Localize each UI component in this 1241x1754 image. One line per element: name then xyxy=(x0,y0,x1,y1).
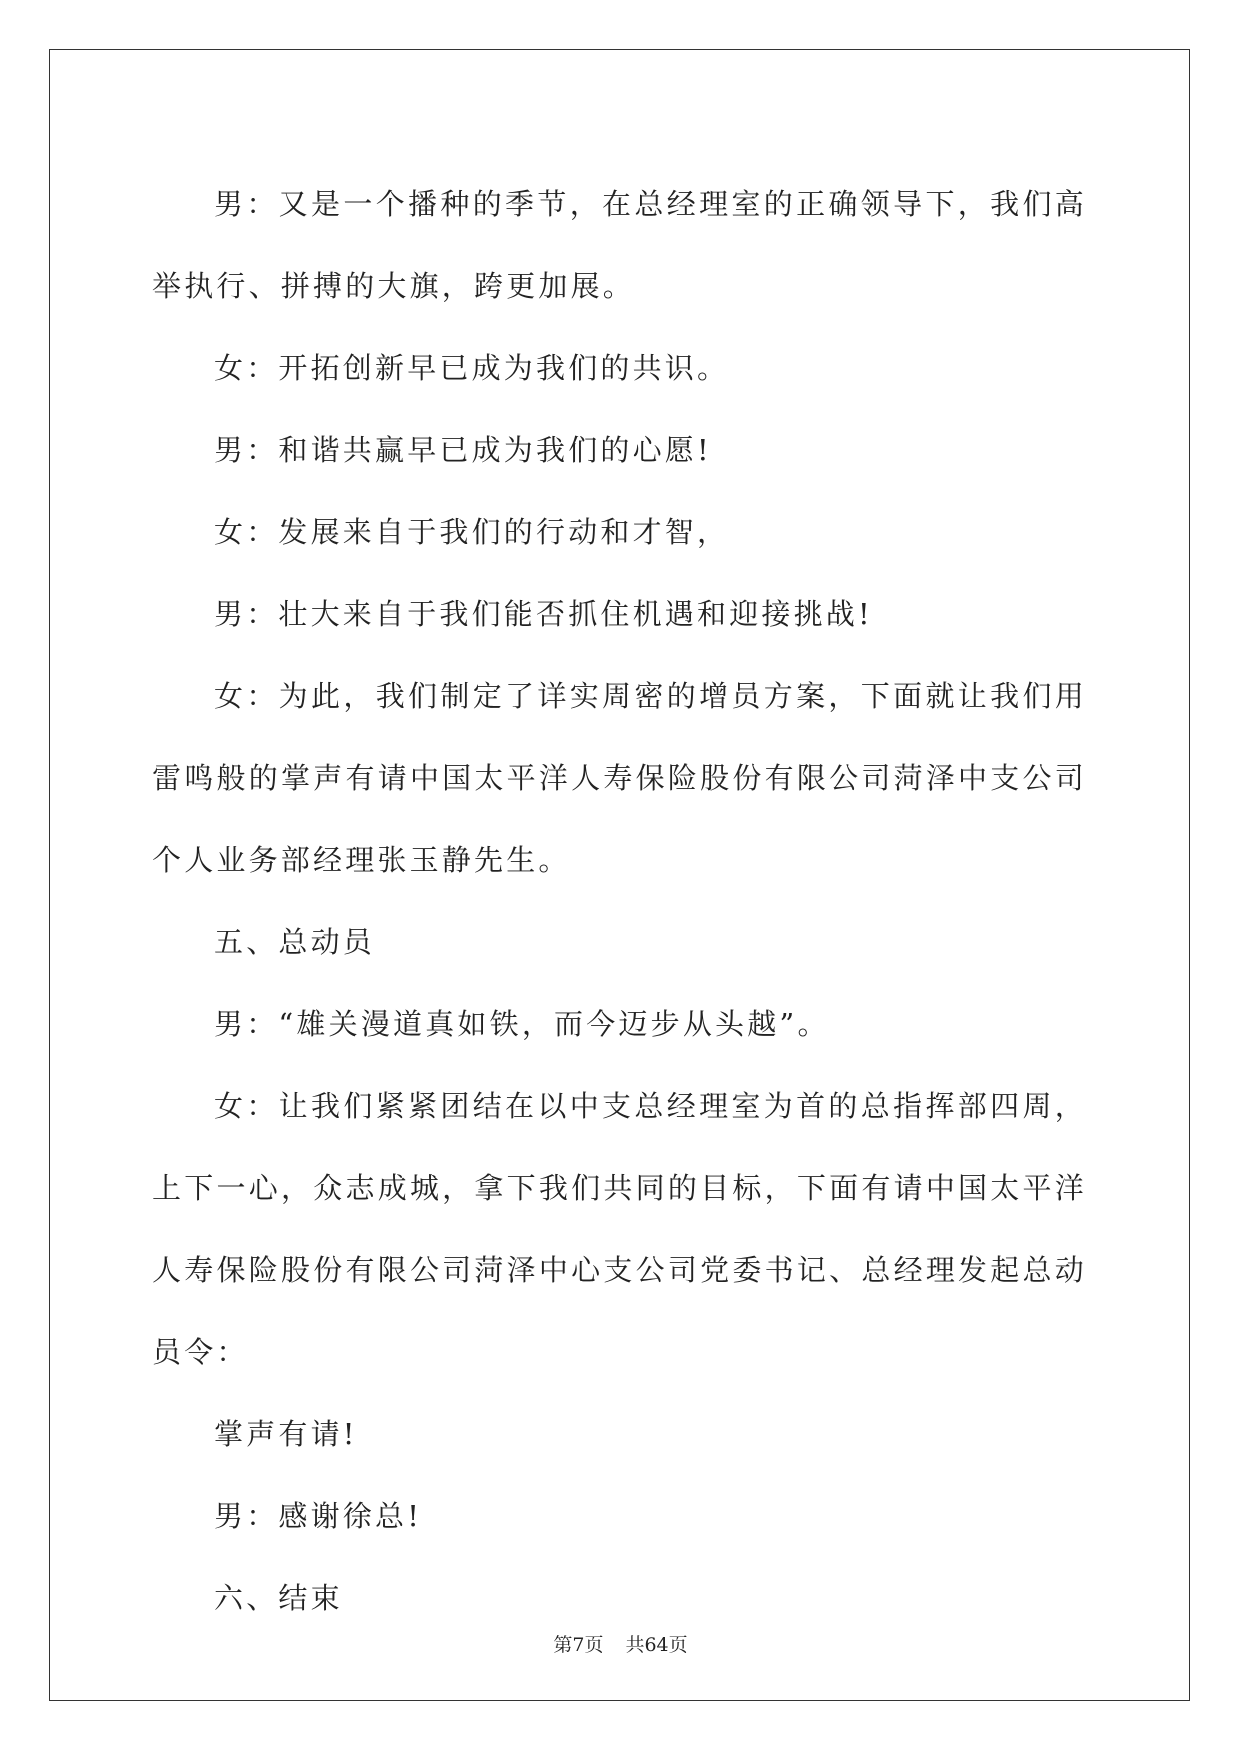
paragraph: 掌声有请! xyxy=(214,1417,358,1451)
document-body xyxy=(152,163,1087,1639)
page-footer xyxy=(0,1630,1241,1657)
paragraph: 女：发展来自于我们的行动和才智， xyxy=(214,515,730,549)
paragraph: 男：壮大来自于我们能否抓住机遇和迎接挑战! xyxy=(214,597,873,631)
section-heading: 六、结束 xyxy=(214,1581,343,1615)
paragraph: 男：感谢徐总! xyxy=(214,1499,423,1533)
paragraph: 男：“雄关漫道真如铁，而今迈步从头越”。 xyxy=(214,1007,830,1041)
section-heading: 五、总动员 xyxy=(214,925,376,959)
paragraph: 男：和谐共赢早已成为我们的心愿! xyxy=(214,433,712,467)
paragraph: 男：又是一个播种的季节，在总经理室的正确领导下，我们高举执行、拼搏的大旗，跨更加展。 xyxy=(152,187,1087,303)
paragraph: 女：为此，我们制定了详实周密的增员方案，下面就让我们用雷鸣般的掌声有请中国太平洋人寿保险股份有限公司菏泽中支公司个人业务部经理张玉静先生。 xyxy=(152,679,1087,877)
page-total: 共64页 xyxy=(625,1634,688,1656)
paragraph: 女：让我们紧紧团结在以中支总经理室为首的总指挥部四周，上下一心，众志成城，拿下我们共同的目标，下面有请中国太平洋人寿保险股份有限公司菏泽中心支公司党委书记、总经理发起总动员令： xyxy=(152,1089,1087,1369)
paragraph: 女：开拓创新早已成为我们的共识。 xyxy=(214,351,730,385)
page-number: 第7页 xyxy=(553,1634,604,1656)
